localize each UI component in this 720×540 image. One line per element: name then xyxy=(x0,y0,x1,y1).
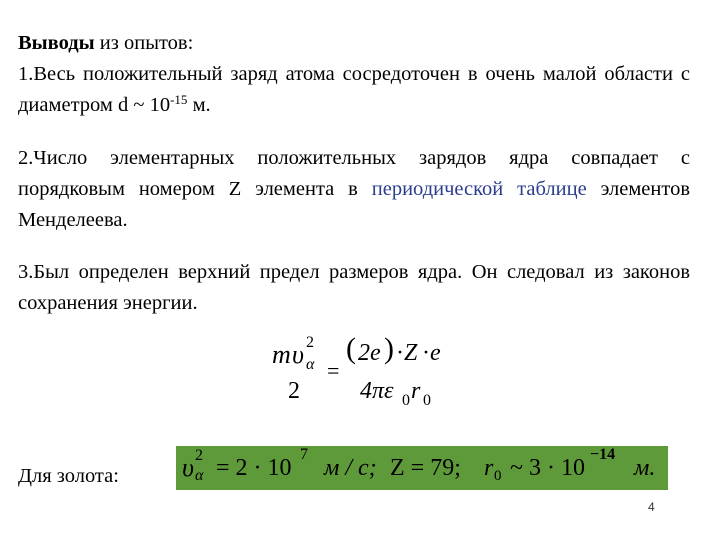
gold-unit-speed: м / с; xyxy=(324,455,377,481)
gold-Z: Z = 79; xyxy=(390,455,461,481)
gold-r: r xyxy=(484,455,494,481)
formula-2e: 2e xyxy=(358,340,381,366)
formula-dot-2: · xyxy=(422,340,430,366)
formula-dot-1: · xyxy=(396,340,404,366)
formula-denominator-2: 2 xyxy=(288,378,300,404)
paragraph-1-text: 1.Весь положительный заряд атома сосредоточен в очень малой области с диаметром d ~ 10 xyxy=(18,63,690,116)
paragraph-2-before: 2.Число элементарных положительных зарядов ядра совпадает с порядковым номером Z элемента в xyxy=(18,147,690,200)
paragraph-3 xyxy=(18,257,690,319)
gold-exp-7: 7 xyxy=(300,446,308,463)
formula-upsilon: υ xyxy=(292,340,304,369)
periodic-table-link[interactable]: периодической таблице xyxy=(371,178,587,200)
paragraph-1 xyxy=(18,59,690,122)
formula-m: m xyxy=(272,340,291,369)
paragraph-2-after: элементов Менделеева. xyxy=(18,178,690,231)
paragraph-1-tail: м. xyxy=(187,94,211,116)
gold-r-subscript: 0 xyxy=(494,468,502,484)
gold-approx: ~ 3 · 10 xyxy=(510,455,585,481)
gold-square: 2 xyxy=(195,447,203,464)
gold-formula-box xyxy=(176,446,668,490)
formula-equals: = xyxy=(327,358,340,383)
formula-r-subscript: 0 xyxy=(423,392,431,409)
formula-square: 2 xyxy=(306,334,314,351)
heading xyxy=(18,28,690,59)
formula-eps-subscript: 0 xyxy=(402,392,410,409)
formula-Z: Z xyxy=(404,340,418,366)
gold-label: Для золота: xyxy=(18,465,119,487)
paragraph-1-exponent: -15 xyxy=(170,92,188,107)
paragraph-2 xyxy=(18,143,690,236)
page-number: 4 xyxy=(648,500,655,514)
gold-alpha: α xyxy=(195,467,204,484)
heading-rest: из опытов: xyxy=(94,32,194,54)
paragraph-3-text: 3.Был определен верхний предел размеров ядра. Он следовал из законов сохранения энергии. xyxy=(18,261,690,314)
gold-value: = 2 · 10 xyxy=(216,455,292,481)
gold-exp-14: −14 xyxy=(590,446,616,463)
gold-upsilon: υ xyxy=(182,453,194,482)
formula-r: r xyxy=(411,378,421,404)
formula-4-pi-eps: 4πε xyxy=(360,378,394,404)
formula-right-paren: ) xyxy=(384,332,394,365)
formula-alpha: α xyxy=(306,356,315,373)
formula-e: e xyxy=(430,340,441,366)
gold-unit-meter: м. xyxy=(634,455,656,481)
heading-bold: Выводы xyxy=(18,32,95,54)
formula-left-paren: ( xyxy=(346,332,356,365)
